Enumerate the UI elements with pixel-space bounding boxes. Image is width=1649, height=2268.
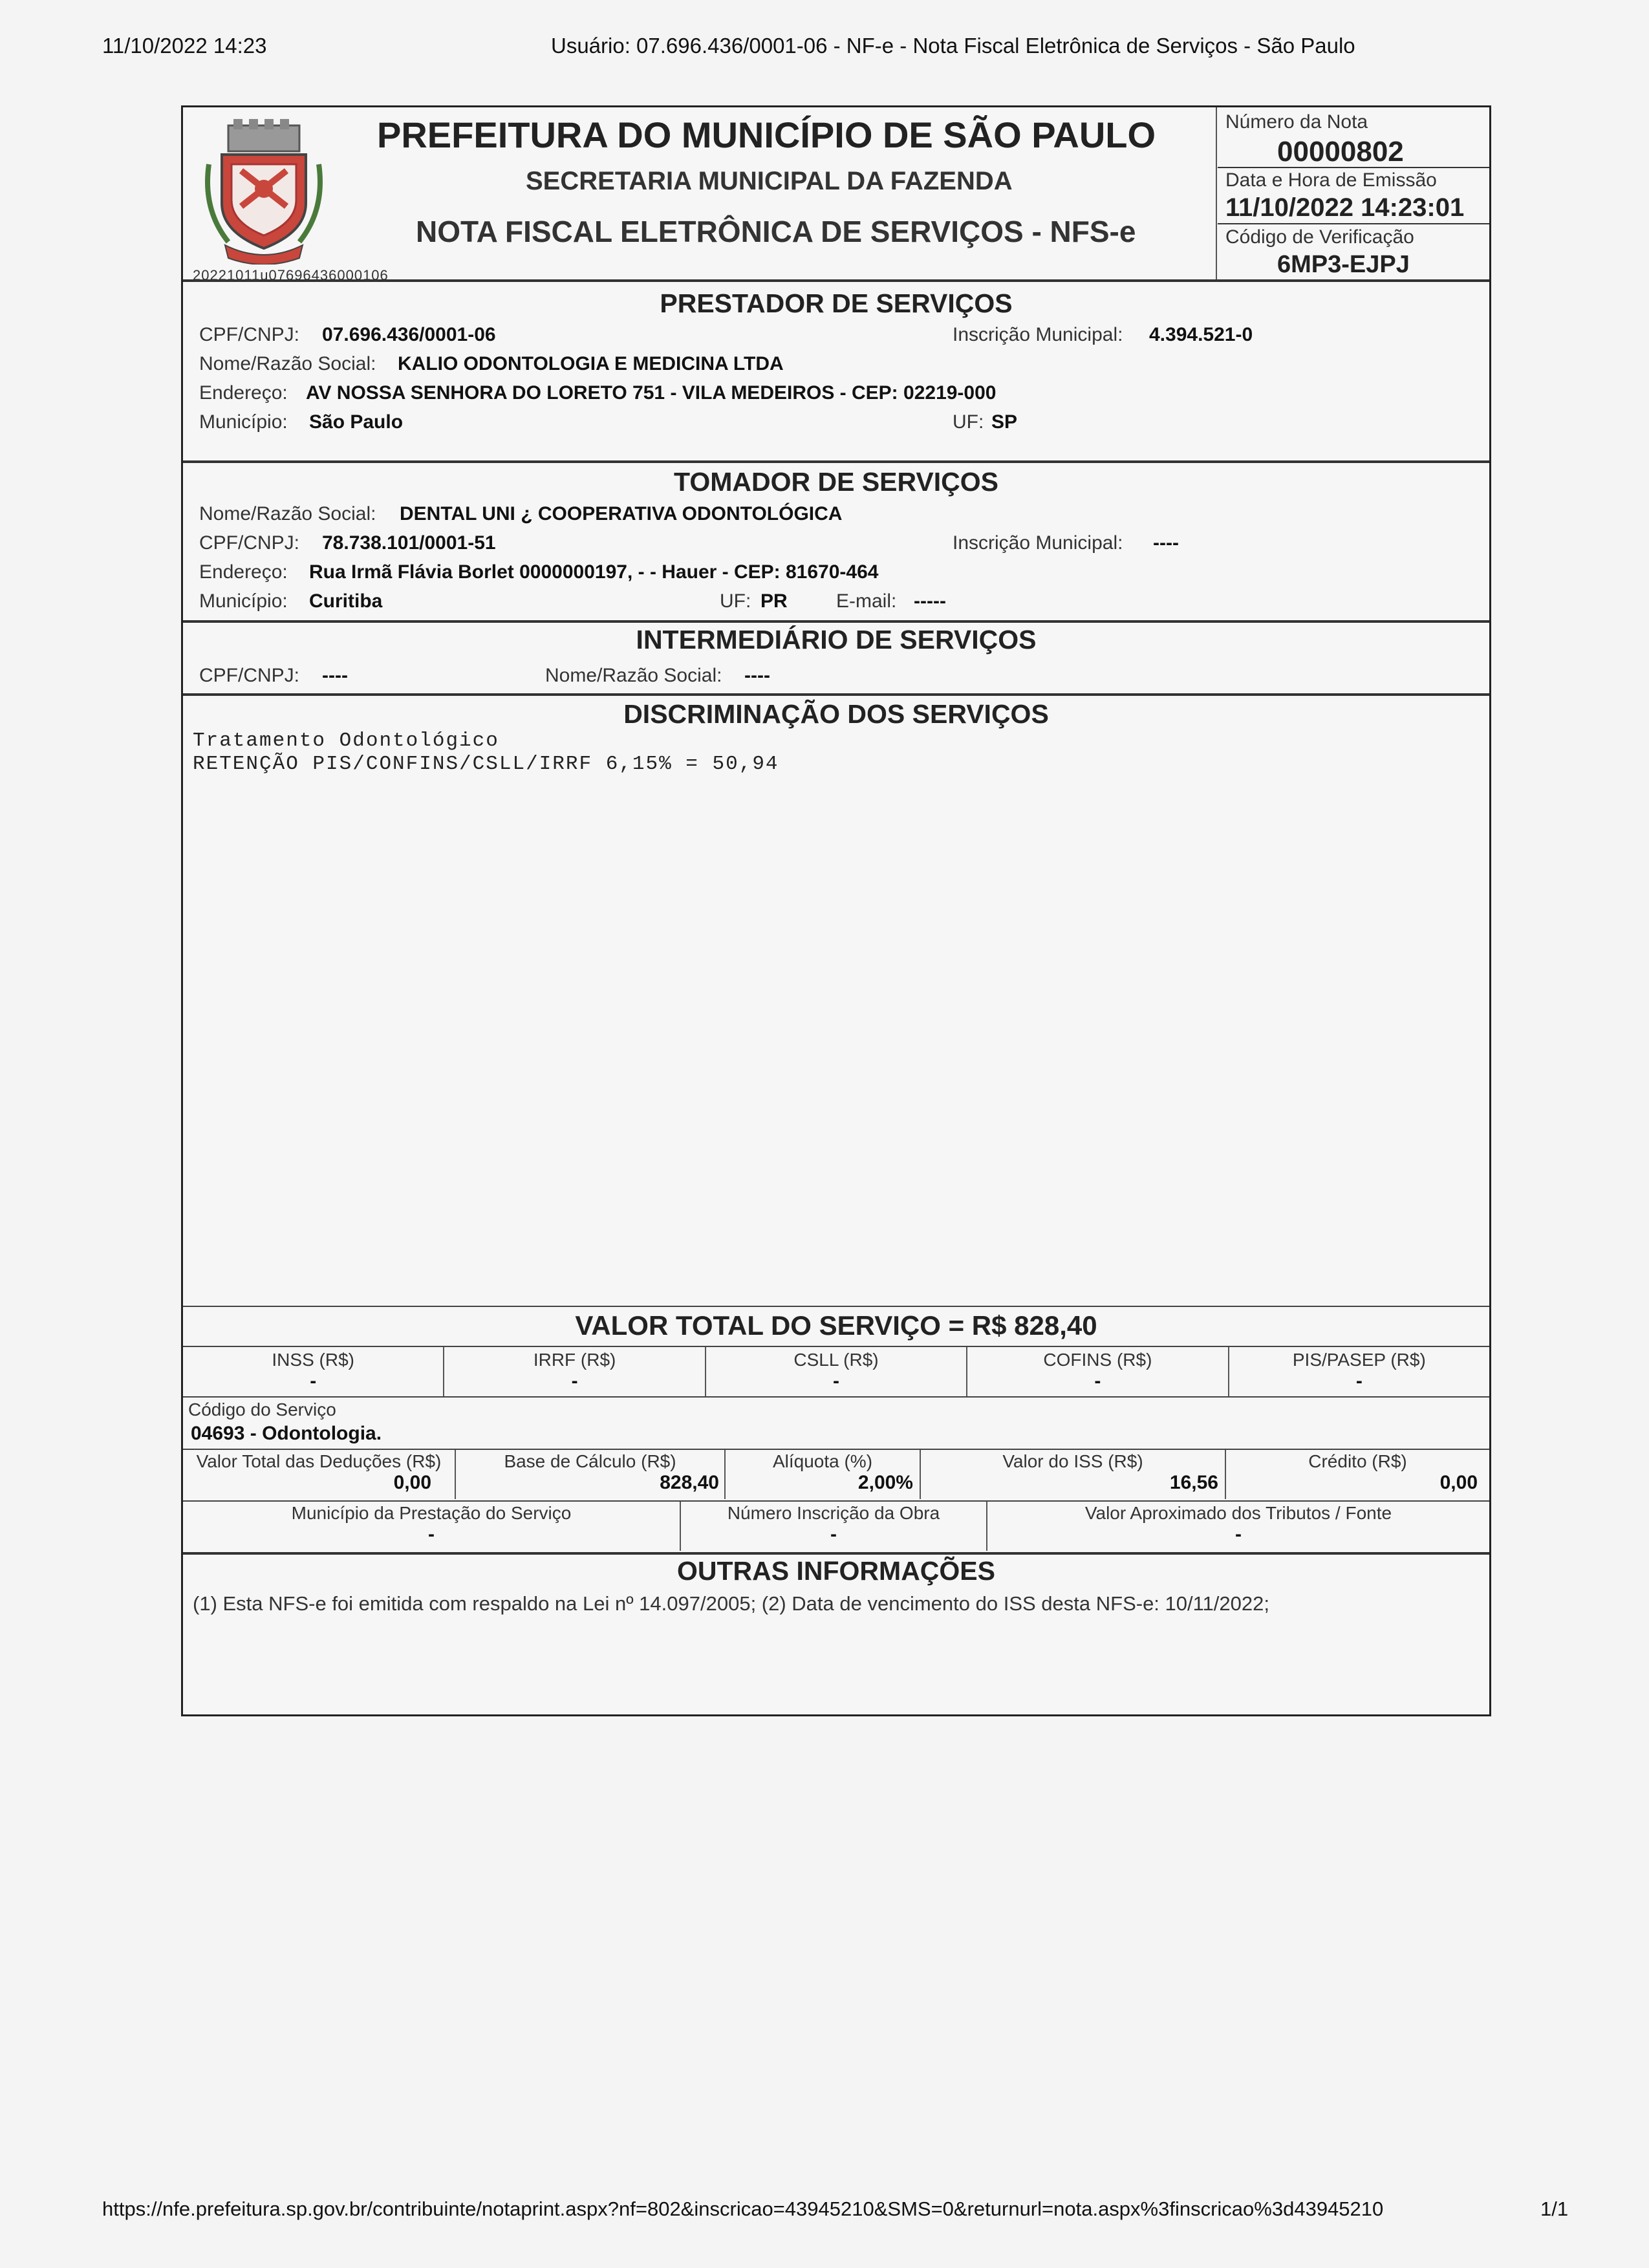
tax-label: IRRF (R$) xyxy=(533,1350,616,1370)
provider-section-title: PRESTADOR DE SERVIÇOS xyxy=(660,288,1013,318)
print-datetime: 11/10/2022 14:23 xyxy=(102,34,267,58)
secretariat-subtitle: SECRETARIA MUNICIPAL DA FAZENDA xyxy=(526,167,1013,195)
provider-uf-label: UF: xyxy=(953,411,984,433)
customer-uf: PR xyxy=(760,590,788,612)
tax-cell-csll xyxy=(706,1347,967,1396)
rate-cell xyxy=(726,1450,921,1499)
service-city-cell xyxy=(183,1502,681,1551)
intermediary-name-label: Nome/Razão Social: xyxy=(545,665,722,686)
verification-code: 6MP3-EJPJ xyxy=(1277,251,1410,278)
nfse-document xyxy=(181,105,1491,1716)
other-info-text: (1) Esta NFS-e foi emitida com respaldo na Lei nº 14.097/2005; (2) Data de vencimento do ISS desta NFS-e: 10/11/2022; xyxy=(193,1592,1269,1615)
customer-name-label: Nome/Razão Social: xyxy=(199,503,376,524)
tax-label: PIS/PASEP (R$) xyxy=(1292,1350,1426,1370)
tax-label: COFINS (R$) xyxy=(1043,1350,1152,1370)
provider-im: 4.394.521-0 xyxy=(1149,324,1253,345)
deductions-cell xyxy=(183,1450,456,1499)
customer-email-label: E-mail: xyxy=(836,590,897,612)
customer-city: Curitiba xyxy=(309,590,383,612)
service-city-label: Município da Prestação do Serviço xyxy=(291,1503,572,1523)
rate-value: 2,00% xyxy=(857,1472,913,1493)
customer-cnpj: 78.738.101/0001-51 xyxy=(322,532,496,554)
provider-im-label: Inscrição Municipal: xyxy=(953,324,1123,345)
customer-address: Rua Irmã Flávia Borlet 0000000197, - - Hauer - CEP: 81670-464 xyxy=(309,561,879,583)
print-url: https://nfe.prefeitura.sp.gov.br/contribuinte/notaprint.aspx?nf=802&inscricao=43945210&SMS=0&returnurl=nota.aspx%3finscricao%3d43945210 xyxy=(102,2198,1384,2220)
work-registration-value: - xyxy=(830,1524,837,1545)
approx-taxes-value: - xyxy=(1235,1524,1242,1545)
customer-city-label: Município: xyxy=(199,590,288,612)
intermediary-cnpj-label: CPF/CNPJ: xyxy=(199,665,300,686)
provider-cnpj-label: CPF/CNPJ: xyxy=(199,324,300,345)
calc-base-label: Base de Cálculo (R$) xyxy=(504,1451,676,1471)
customer-section-title: TOMADOR DE SERVIÇOS xyxy=(674,467,998,497)
tax-cell-irrf xyxy=(444,1347,706,1396)
provider-address: AV NOSSA SENHORA DO LORETO 751 - VILA MEDEIROS - CEP: 02219-000 xyxy=(306,382,997,404)
tax-label: INSS (R$) xyxy=(272,1350,354,1370)
credit-label: Crédito (R$) xyxy=(1308,1451,1407,1471)
document-title: NOTA FISCAL ELETRÔNICA DE SERVIÇOS - NFS-e xyxy=(416,215,1136,248)
provider-name-label: Nome/Razão Social: xyxy=(199,353,376,374)
tax-cell-pis-pasep xyxy=(1229,1347,1489,1396)
verification-code-label: Código de Verificação xyxy=(1225,226,1414,248)
service-code: 04693 - Odontologia. xyxy=(191,1423,382,1444)
intermediary-section-title: INTERMEDIÁRIO DE SERVIÇOS xyxy=(636,625,1037,654)
tax-cell-cofins xyxy=(967,1347,1229,1396)
service-city-value: - xyxy=(428,1524,435,1545)
other-info-section-title: OUTRAS INFORMAÇÕES xyxy=(677,1556,995,1586)
tax-value: - xyxy=(1094,1370,1101,1392)
iss-value-cell xyxy=(921,1450,1226,1499)
calculation-row xyxy=(183,1450,1489,1499)
credit-cell xyxy=(1226,1450,1489,1499)
customer-uf-label: UF: xyxy=(720,590,751,612)
tax-value: - xyxy=(833,1370,840,1392)
print-page-number: 1/1 xyxy=(1540,2198,1569,2220)
intermediary-cnpj: ---- xyxy=(322,665,348,686)
location-row xyxy=(183,1502,1489,1551)
work-registration-label: Número Inscrição da Obra xyxy=(727,1503,940,1523)
customer-name: DENTAL UNI ¿ COOPERATIVA ODONTOLÓGICA xyxy=(400,503,843,524)
provider-city-label: Município: xyxy=(199,411,288,433)
services-section-title: DISCRIMINAÇÃO DOS SERVIÇOS xyxy=(623,699,1049,729)
tax-value: - xyxy=(1355,1370,1363,1392)
sao-paulo-coat-of-arms-icon xyxy=(202,119,325,265)
customer-address-label: Endereço: xyxy=(199,561,288,583)
tax-row xyxy=(183,1347,1489,1396)
service-code-label: Código do Serviço xyxy=(188,1399,336,1420)
iss-value-label: Valor do ISS (R$) xyxy=(1002,1451,1143,1471)
iss-value: 16,56 xyxy=(1169,1472,1218,1493)
intermediary-name: ---- xyxy=(744,665,770,686)
provider-cnpj: 07.696.436/0001-06 xyxy=(322,324,496,345)
services-line-1: Tratamento Odontológico xyxy=(193,729,499,752)
invoice-number: 00000802 xyxy=(1277,136,1404,167)
customer-im: ---- xyxy=(1153,532,1179,554)
total-value: VALOR TOTAL DO SERVIÇO = R$ 828,40 xyxy=(575,1310,1097,1341)
deductions-label: Valor Total das Deduções (R$) xyxy=(196,1451,442,1471)
barcode-text: 20221011u07696436000106 xyxy=(193,267,389,283)
customer-email: ----- xyxy=(914,590,946,612)
provider-name: KALIO ODONTOLOGIA E MEDICINA LTDA xyxy=(398,353,784,374)
provider-address-label: Endereço: xyxy=(199,382,288,404)
approx-taxes-label: Valor Aproximado dos Tributos / Fonte xyxy=(1084,1503,1392,1523)
services-line-2: RETENÇÃO PIS/CONFINS/CSLL/IRRF 6,15% = 50,94 xyxy=(193,753,779,775)
customer-im-label: Inscrição Municipal: xyxy=(953,532,1123,554)
provider-city: São Paulo xyxy=(309,411,404,433)
tax-cell-inss xyxy=(183,1347,444,1396)
tax-label: CSLL (R$) xyxy=(793,1350,879,1370)
customer-cnpj-label: CPF/CNPJ: xyxy=(199,532,300,554)
rate-label: Alíquota (%) xyxy=(772,1451,873,1471)
calc-base-cell xyxy=(456,1450,726,1499)
provider-uf: SP xyxy=(991,411,1018,433)
tax-value: - xyxy=(571,1370,578,1392)
issue-datetime: 11/10/2022 14:23:01 xyxy=(1225,193,1465,222)
calc-base-value: 828,40 xyxy=(660,1472,719,1493)
deductions-value: 0,00 xyxy=(393,1472,431,1493)
invoice-number-label: Número da Nota xyxy=(1225,111,1368,133)
municipality-title: PREFEITURA DO MUNICÍPIO DE SÃO PAULO xyxy=(377,114,1156,155)
credit-value: 0,00 xyxy=(1439,1472,1478,1493)
approx-taxes-cell xyxy=(987,1502,1489,1551)
work-registration-cell xyxy=(681,1502,987,1551)
print-title: Usuário: 07.696.436/0001-06 - NF-e - Nota Fiscal Eletrônica de Serviços - São Paulo xyxy=(551,34,1355,58)
issue-datetime-label: Data e Hora de Emissão xyxy=(1225,169,1437,191)
tax-value: - xyxy=(310,1370,317,1392)
